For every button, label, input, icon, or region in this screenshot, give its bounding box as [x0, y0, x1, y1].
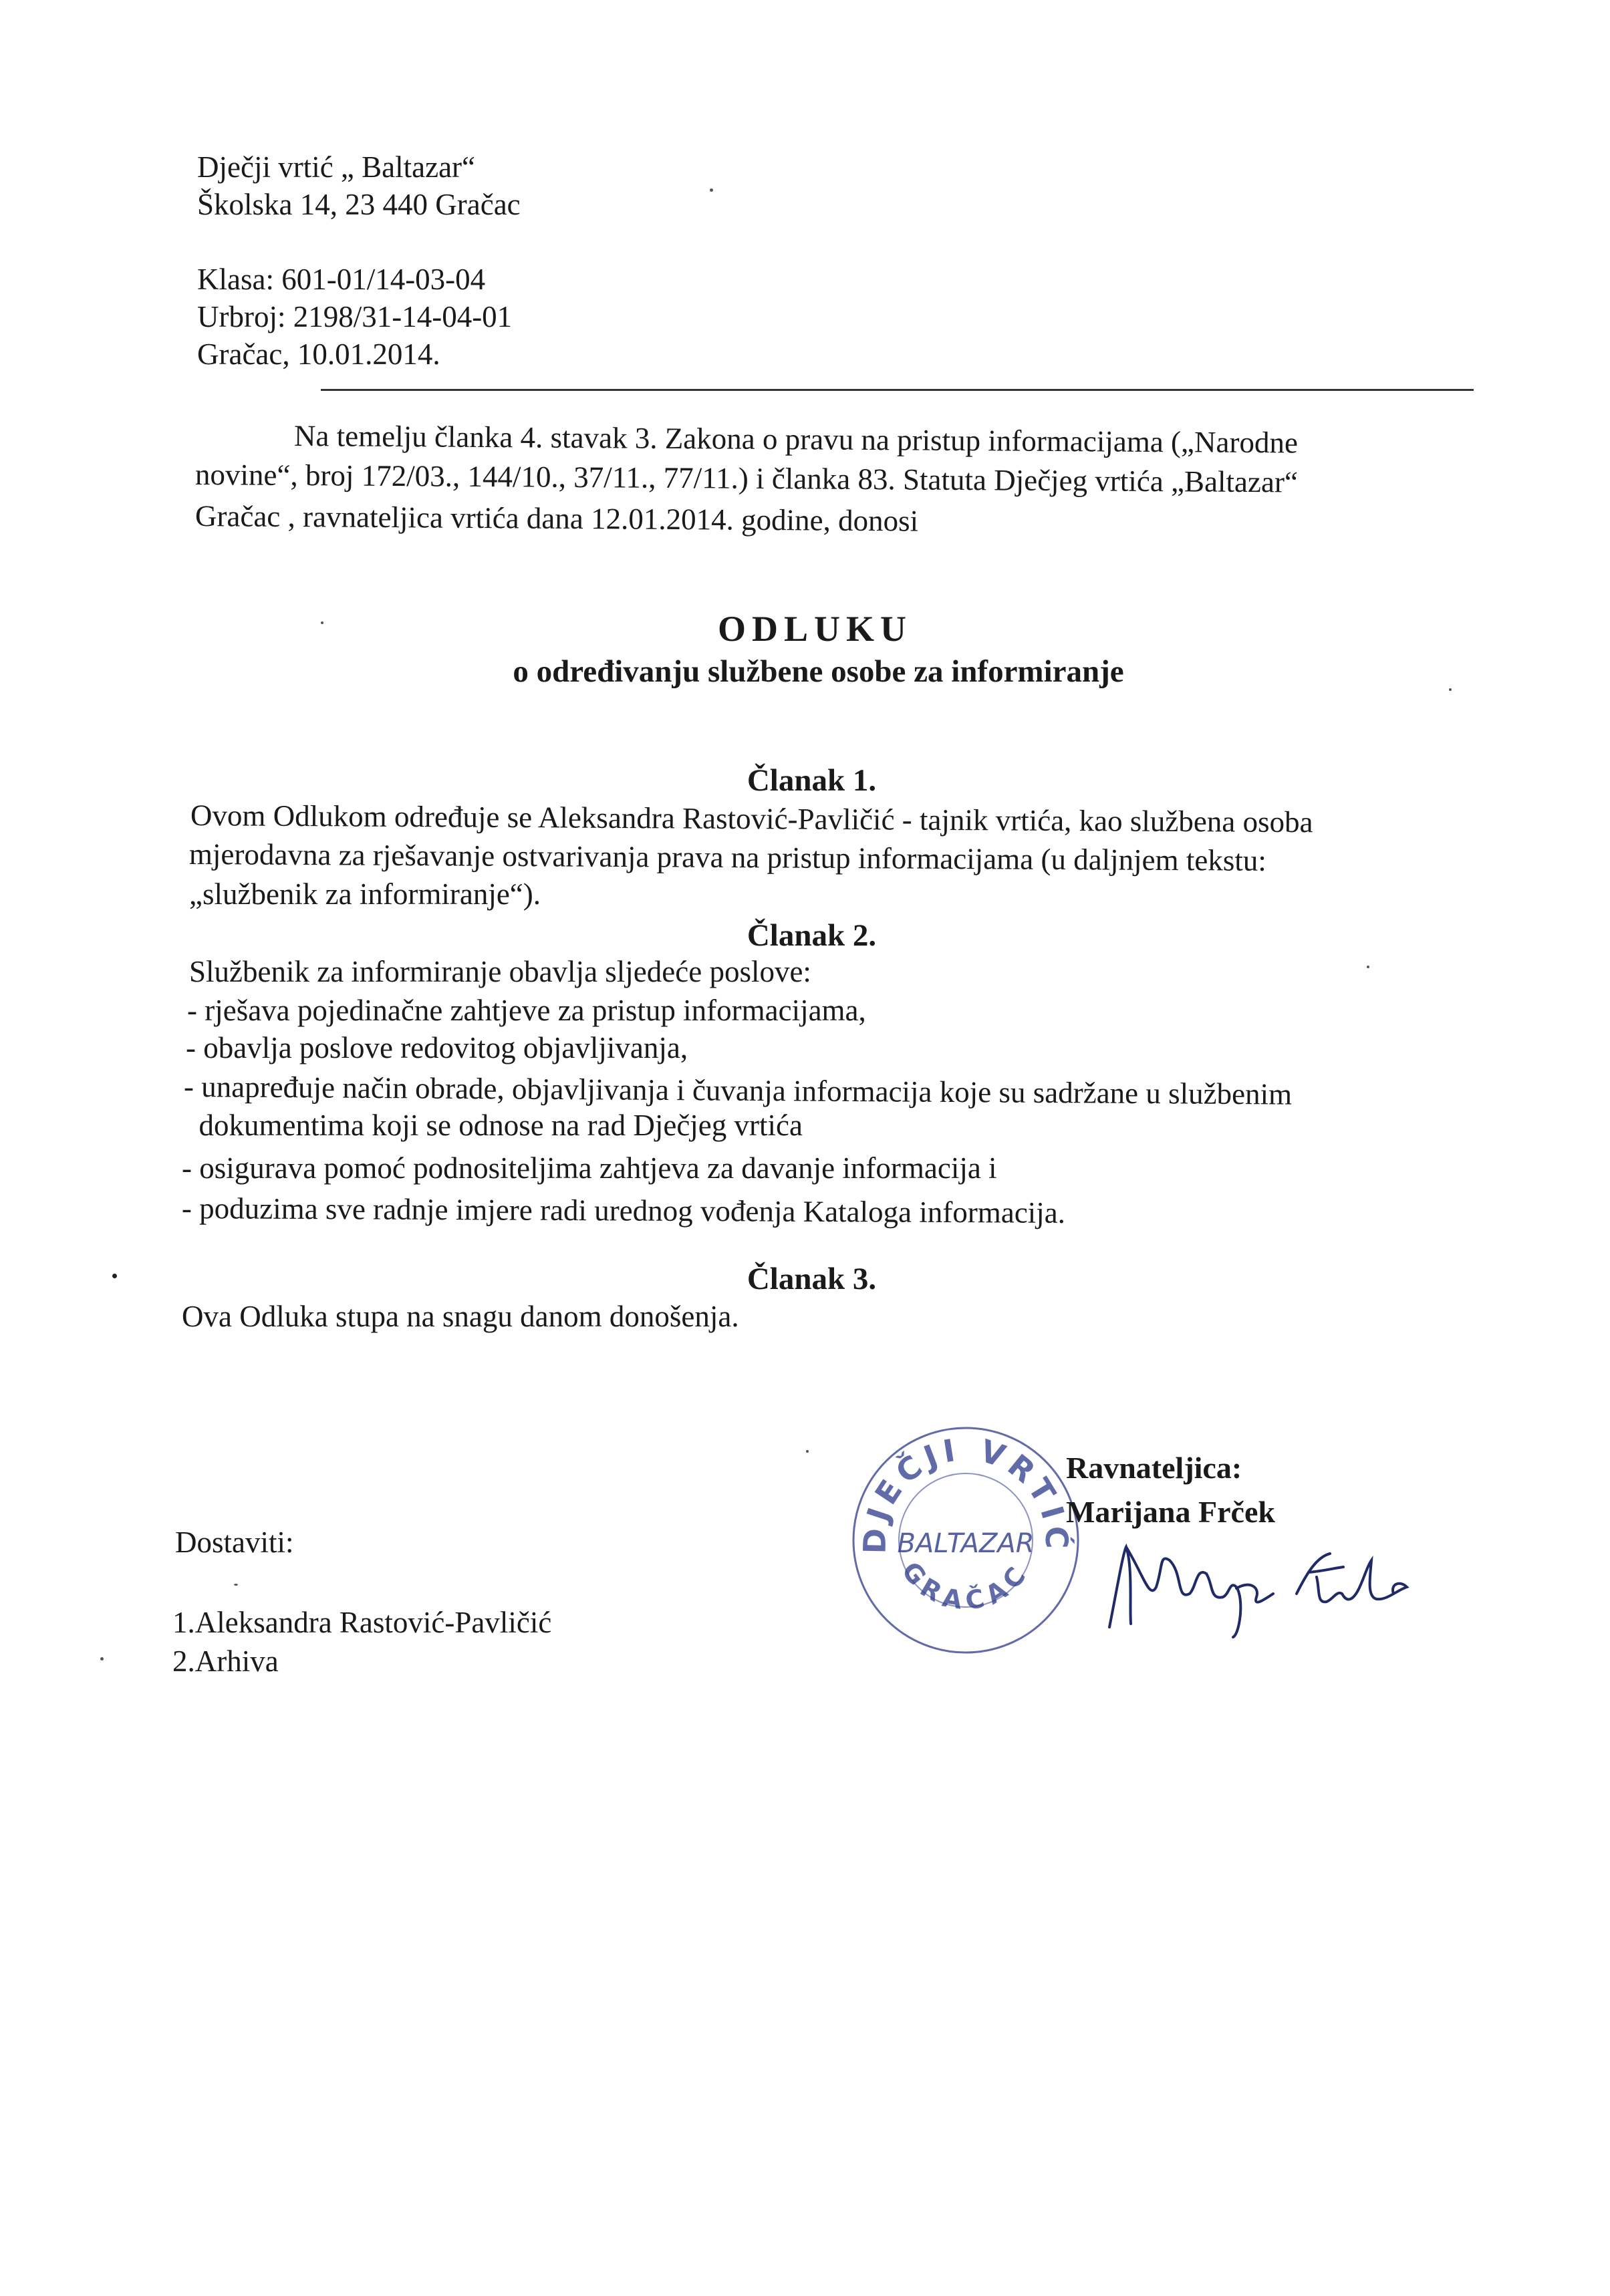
scan-speck [806, 1450, 809, 1453]
org-name: Dječji vrtić „ Baltazar“ [197, 150, 476, 184]
svg-text:GRAČAC [896, 1556, 1036, 1616]
article-2-line-7: - poduzima sve radnje imjere radi urednog vođenja Kataloga informacija. [181, 1191, 1066, 1230]
article-1-line-2: mjerodavna za rješavanje ostvarivanja prava na pristup informacijama (u daljnjem tekstu: [188, 837, 1267, 877]
stamp-top-text: DJEČJI VRTIĆ [856, 1431, 1075, 1554]
scan-speck [321, 621, 323, 624]
official-stamp [845, 1420, 1086, 1661]
scan-speck [710, 188, 713, 192]
article-1-line-3: „službenik za informiranje“). [189, 877, 541, 911]
distribution-item-1: 1.Aleksandra Rastović-Pavličić [172, 1606, 552, 1639]
preamble-line-3: Gračac , ravnateljica vrtića dana 12.01.2014. godine, donosi [194, 499, 919, 538]
org-address: Školska 14, 23 440 Gračac [197, 188, 521, 221]
article-2-line-2: - rješava pojedinačne zahtjeve za pristup informacijama, [187, 994, 866, 1027]
article-2-line-1: Službenik za informiranje obavlja sljedeće poslove: [189, 955, 811, 988]
article-1-heading: Članak 1. [747, 763, 877, 798]
article-2-line-6: - osigurava pomoć podnositeljima zahtjeva za davanje informacija i [182, 1151, 997, 1185]
stamp-bottom-text: GRAČAC [896, 1556, 1036, 1616]
article-2-line-4: - unapređuje način obrade, objavljivanja i čuvanja informacija koje su sadržane u službenim [183, 1070, 1293, 1111]
scan-speck [100, 1657, 104, 1661]
document-subtitle: o određivanju službene osobe za informiranje [513, 654, 1124, 689]
preamble-line-1: Na temelju članka 4. stavak 3. Zakona o pravu na pristup informacijama („Narodne [293, 419, 1299, 460]
article-1-line-1: Ovom Odlukom određuje se Aleksandra Rastović-Pavličić - tajnik vrtića, kao službena osoba [190, 799, 1313, 839]
scan-speck [1449, 688, 1452, 691]
klasa: Klasa: 601-01/14-03-04 [197, 263, 486, 296]
article-2-heading: Članak 2. [747, 918, 877, 953]
document-title: ODLUKU [717, 609, 912, 649]
preamble-line-2: novine“, broj 172/03., 144/10., 37/11., 77/11.) i članka 83. Statuta Dječjeg vrtića „Baltazar“ [194, 458, 1299, 499]
scan-speck [112, 1274, 117, 1278]
stamp-center-text: BALTAZAR [897, 1528, 1035, 1559]
article-3-heading: Članak 3. [747, 1262, 877, 1296]
scan-speck [1367, 966, 1369, 968]
distribution-item-2: 2.Arhiva [172, 1644, 279, 1678]
article-2-line-5: dokumentima koji se odnose na rad Dječjeg vrtića [184, 1109, 803, 1142]
header-divider [321, 389, 1474, 391]
scan-speck [234, 1584, 238, 1586]
place-date: Gračac, 10.01.2014. [197, 337, 440, 371]
signatory-role: Ravnateljica: [1066, 1451, 1242, 1485]
signatory-name: Marijana Frček [1066, 1495, 1275, 1529]
article-2-line-3: - obavlja poslove redovitog objavljivanja, [186, 1031, 688, 1064]
handwritten-signature [1096, 1527, 1417, 1640]
article-3-line-1: Ova Odluka stupa na snagu danom donošenja. [182, 1300, 739, 1333]
distribution-label: Dostaviti: [175, 1526, 294, 1559]
urbroj: Urbroj: 2198/31-14-04-01 [197, 300, 513, 333]
